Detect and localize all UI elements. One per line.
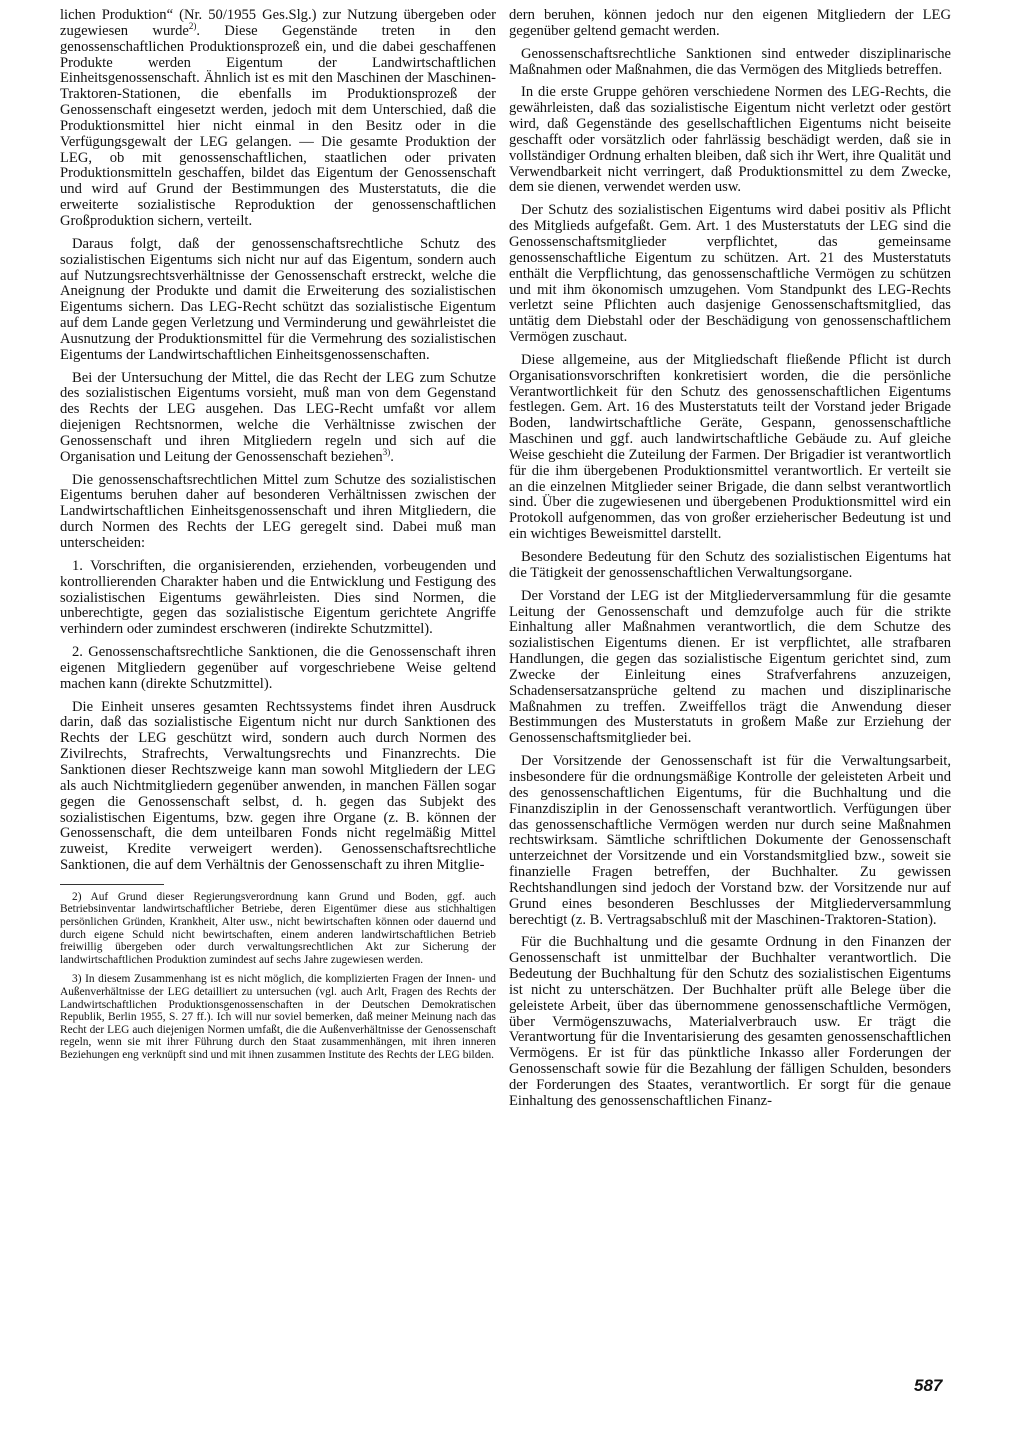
footnote: 2) Auf Grund dieser Regierungsverordnung kann Grund und Boden, ggf. auch Betriebsinventar landwirtschaftlicher Betriebe, deren Eigentümer diese aus stichhaltigen persönlichen Gründen, Krankheit, Alter usw., nicht bewirtschaften können oder dauernd und durch eigene Schuld nicht bewirtschaften, einem anderen landwirtschaftlichen Betrieb freiwillig übergeben oder durch verwaltungsrechtlichen Akt zur Sicherung der landwirtschaftlichen Produktion zumindest auf sechs Jahre zugewiesen werden. xyxy=(60,890,496,966)
footnote-divider xyxy=(60,884,164,885)
text-span: Bei der Untersuchung der Mittel, die das Recht der LEG zum Schutze des sozialistischen Eigentums vorsieht, muß man von dem Gegenstand des Rechts der LEG ausgehen. Das LEG-Recht umfaßt vor allem diejenigen Rechtsnormen, welche die Verhältnisse zwischen der Genossenschaft und ihren Mitgliedern regeln und sich auf die Organisation und Leitung der Genossenschaft beziehen xyxy=(60,369,496,465)
paragraph: Genossenschaftsrechtliche Sanktionen sind entweder disziplinarische Maßnahmen oder Maßnahmen, die das Vermögen des Mitglieds betreffen. xyxy=(509,45,951,78)
paragraph xyxy=(60,8,496,230)
paragraph: In die erste Gruppe gehören verschiedene Normen des LEG-Rechts, die gewährleisten, daß das sozialistische Eigentum nicht verletzt oder gestört wird, daß Gegenstände des gesellschaftlichen Eigentums nicht beiseite geschafft oder vorsätzlich oder fahrlässig beschädigt werden, daß sie in vollständiger Ordnung erhalten bleiben, daß sich ihr Wert, ihre Qualität und Verwendbarkeit nicht verringert, daß Produktionsmittel zu dem Zwecke, dem sie dienen, verwendet werden usw. xyxy=(509,84,951,196)
text-span: . xyxy=(390,448,394,465)
paragraph: 1. Vorschriften, die organisierenden, erziehenden, vorbeugenden und kontrollierenden Charakter haben und die Entwicklung und Festigung des sozialistischen Eigentums gewährleisten. Dies sind Normen, die unberechtigte, gegen das sozialistische Eigentum gerichtete Angriffe verhindern oder zumindest erschweren (indirekte Schutzmittel). xyxy=(60,557,496,638)
paragraph: Der Schutz des sozialistischen Eigentums wird dabei positiv als Pflicht des Mitglieds aufgefaßt. Gem. Art. 1 des Musterstatuts der LEG sind die Genossenschaftsmitglieder verpflichtet, das gemeinsame genossenschaftliche Eigentum zu schützen. Art. 21 des Musterstatuts enthält die Verpflichtung, das genossenschaftliche Vermögen zu schützen und mit ihm ökonomisch umzugehen. Vom Standpunkt des LEG-Rechts verletzt seine Pflichten auch dasjenige Genossenschaftsmitglied, das untätig dem Diebstahl oder der Beschädigung von genossenschaftlichem Vermögen zuschaut. xyxy=(509,202,951,346)
page-number: 587 xyxy=(914,1376,943,1395)
paragraph: Der Vorstand der LEG ist der Mitgliederversammlung für die gesamte Leitung der Genossenschaft und demzufolge auch für die strikte Einhaltung aller Maßnahmen verantwortlich, die dem Schutze des sozialistischen Eigentums dienen. Er ist verpflichtet, alle strafbaren Handlungen, die gegen das sozialistische Eigentum gerichtet sind, zum Zwecke der Einleitung eines Strafverfahrens anzuzeigen, Schadensersatzansprüche geltend zu machen und disziplinarische Maßnahmen zu treffen. Zweiffellos trägt die Anwendung dieser Bestimmungen des Musterstatuts in großem Maße zur Erziehung der Genossenschaftsmitglieder bei. xyxy=(509,587,951,747)
footnote: 3) In diesem Zusammenhang ist es nicht möglich, die komplizierten Fragen der Innen- und Außenverhältnisse der LEG detailliert zu untersuchen (vgl. auch Arlt, Fragen des Rechts der Landwirtschaftlichen Produktionsgenossenschaften in der Deutschen Demokratischen Republik, Berlin 1955, S. 27 ff.). Ich will nur soviel bemerken, daß meiner Meinung nach das Recht der LEG auch diejenigen Normen umfaßt, die die Außenverhältnisse der Genossenschaft regeln, wenn sie mit ihrer Führung durch den Staat zusammenhängen, mit ihren inneren Beziehungen eng verknüpft sind und mit ihnen zusammen Institute des Rechts der LEG bilden. xyxy=(60,973,496,1061)
paragraph: Die Einheit unseres gesamten Rechtssystems findet ihren Ausdruck darin, daß das sozialistische Eigentum nicht nur durch Sanktionen des Rechts der LEG geschützt wird, sondern auch durch Normen des Zivilrechts, Strafrechts, Verwaltungsrechts und Finanzrechts. Die Sanktionen dieser Rechtszweige kann man sowohl Mitgliedern der LEG als auch Nichtmitgliedern gegenüber anwenden, in manchen Fällen sogar gegen die Genossenschaft selbst, d. h. gegen das Subjekt des sozialistischen Eigentums, bzw. gegen ihre Organe (z. B. können der Genossenschaft, die dem unteilbaren Fonds nicht regelmäßig Mittel zuweist, Kredite verweigert werden). Genossenschaftsrechtliche Sanktionen, die auf dem Verhältnis der Genossenschaft zu ihren Mitglie- xyxy=(60,698,496,874)
paragraph: 2. Genossenschaftsrechtliche Sanktionen, die die Genossenschaft ihren eigenen Mitgliedern gegenüber auf vorgeschriebene Weise geltend machen kann (direkte Schutzmittel). xyxy=(60,644,496,692)
paragraph: Diese allgemeine, aus der Mitgliedschaft fließende Pflicht ist durch Organisationsvorschriften konkretisiert worden, die die persönliche Verantwortlichkeit für den Schutz des genossenschaftlichen Eigentums festlegen. Gem. Art. 16 des Musterstatuts teilt der Vorstand jeder Brigade Boden, landwirtschaftliche Geräte, Gespann, genossenschaftliche Maschinen und ggf. auch landwirtschaftliche Gebäude zu. Auf gleiche Weise geschieht die Zuteilung der Farmen. Der Brigadier ist verantwortlich für die ihm übergebenen Produktionsmittel verantwortlich. Er verteilt sie an die einzelnen Mitglieder seiner Brigade, die dann selbst verantwortlich sind. Über die zugewiesenen und übergebenen Produktionsmittel wird ein Protokoll aufgenommen, das von großer erzieherischer Bedeutung ist und ein wichtiges Beweismittel darstellt. xyxy=(509,351,951,543)
text-span: lichen Produktion“ (Nr. 50/1955 Ges.Slg.) zur Nutzung übergeben oder zugewiesen wurde xyxy=(60,7,496,39)
text-span: . Diese Gegenstände treten in den genossenschaftlichen Produktionsprozeß ein, und die dabei geschaffenen Produkte werden Eigentum der Landwirtschaftlichen Einheitsgenossenschaft. Ähnlich ist es mit den Maschinen der Maschinen-Traktoren-Stationen, die ebenfalls im Produktionsprozeß der Genossenschaft eingesetzt werden, jedoch mit dem Unterschied, daß die Produktionsmittel hier nicht einmal in den Besitz oder in die Verfügungsgewalt der LEG gelangen. — Die gesamte Produktion der LEG, ob mit genossenschaftlichen, staatlichen oder privaten Produktionsmitteln geschaffen, bildet das Eigentum der Genossenschaft und wird auf Grund der Bestimmungen des Musterstatuts, die die erweiterte sozialistische Reproduktion der genossenschaftlichen Großproduktion sichern, verteilt. xyxy=(60,22,496,229)
paragraph: Die genossenschaftsrechtlichen Mittel zum Schutze des sozialistischen Eigentums beruhen daher auf besonderen Verhältnissen zwischen der Landwirtschaftlichen Einheitsgenossenschaft und ihren Mitgliedern, die durch Normen des Rechts der LEG geregelt sind. Dabei muß man unterscheiden: xyxy=(60,471,496,551)
paragraph: dern beruhen, können jedoch nur den eigenen Mitgliedern der LEG gegenüber geltend gemacht werden. xyxy=(509,7,951,39)
paragraph: Daraus folgt, daß der genossenschaftsrechtliche Schutz des sozialistischen Eigentums sich nicht nur auf das Eigentum, sondern auch auf Nutzungsrechtsverhältnisse der Genossenschaft erstreckt, welche die Aneignung der Produkte und damit die Erweiterung des sozialistischen Eigentums sichern. Das LEG-Recht schützt das sozialistische Eigentum auf dem Lande gegen Verletzung und Verminderung und gewährleistet die Ausnutzung der Produktionsmittel für die Vermehrung des sozialistischen Eigentums der Landwirtschaftlichen Einheitsgenossenschaften. xyxy=(60,235,496,363)
footnote-ref: 3) xyxy=(382,446,391,457)
right-column xyxy=(509,8,951,1117)
paragraph: Besondere Bedeutung für den Schutz des sozialistischen Eigentums hat die Tätigkeit der genossenschaftlichen Verwaltungsorgane. xyxy=(509,549,951,581)
paragraph xyxy=(60,371,496,466)
footnote-ref: 2) xyxy=(188,20,197,31)
left-column xyxy=(60,8,496,1069)
paragraph: Für die Buchhaltung und die gesamte Ordnung in den Finanzen der Genossenschaft ist unmittelbar der Buchhalter verantwortlich. Die Bedeutung der Buchhaltung für den Schutz des sozialistischen Eigentums ist nicht zu unterschätzen. Der Buchhalter prüft alle Belege über die geleistete Arbeit, über das übernommene genossenschaftliche Vermögen, über Vermögenszuwachs, Materialverbrauch usw. Er trägt die Verantwortung für die Inventarisierung des gesamten genossenschaftlichen Vermögens. Er ist für das pünktliche Inkasso aller Forderungen der Genossenschaft sowie für die Bezahlung der fälligen Schulden, besonders der Forderungen des Staates, verantwortlich. Er sorgt für die genaue Einhaltung des genossenschaftlichen Finanz- xyxy=(509,934,951,1109)
paragraph: Der Vorsitzende der Genossenschaft ist für die Verwaltungsarbeit, insbesondere für die ordnungsmäßige Kontrolle der geleisteten Arbeit und des genossenschaftlichen Eigentums, für die Buchhaltung und die Finanzdisziplin in der Genossenschaft verantwortlich. Verfügungen über das genossenschaftliche Vermögen werden nur durch seine Maßnahmen rechtswirksam. Sämtliche schriftlichen Dokumente der Genossenschaft unterzeichnet der Vorsitzende und ein Vorstandsmitglied bzw., soweit sie finanzielle Fragen betreffen, der Buchhalter. Zu gewissen Rechtshandlungen sind jedoch der Vorstand bzw. der Vorsitzende nur auf Grund eines besonderen Beschlusses der Mitgliederversammlung berechtigt (z. B. Vertragsabschluß mit der Maschinen-Traktoren-Station). xyxy=(509,753,951,928)
